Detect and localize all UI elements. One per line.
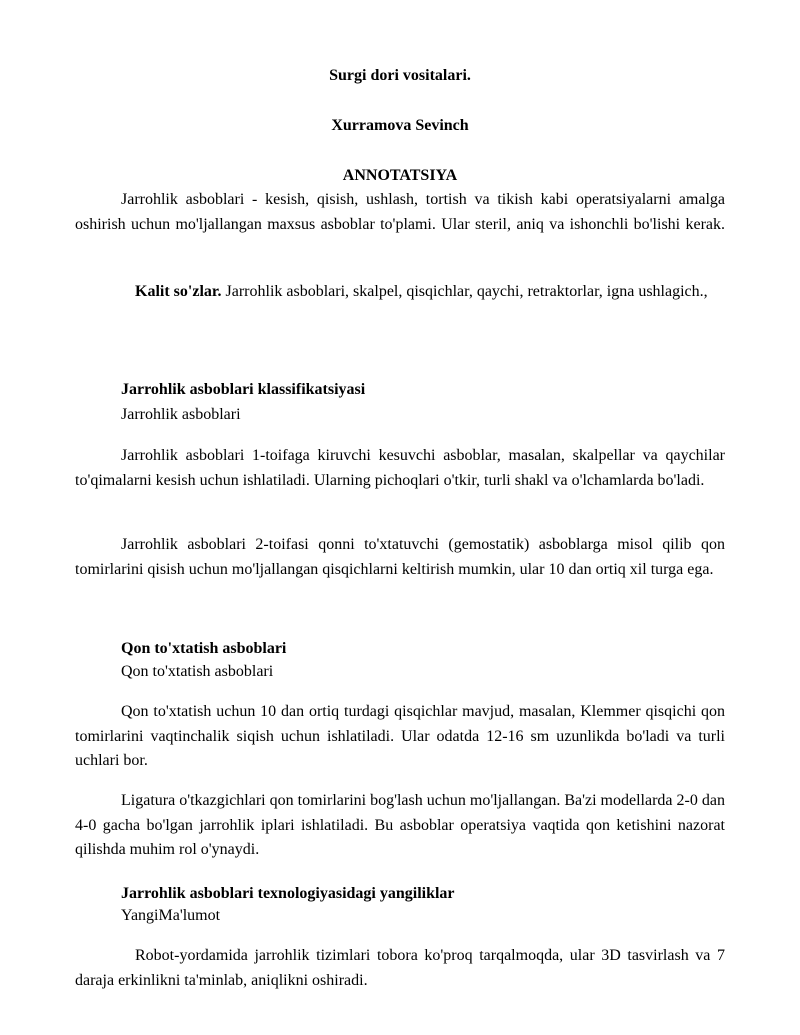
abstract-heading: ANNOTATSIYA	[342, 167, 458, 184]
section-subheading: YangiMa'lumot	[121, 907, 221, 924]
section-paragraph: Qon to'xtatish uchun 10 dan ortiq turdagi qisqichlar mavjud, masalan, Klemmer qisqichi qon tomirlarini vaqtinchalik siqish uchun ishlatiladi. Ular odatda 12-16 sm uzunlikda bo'ladi va turli uchlari bor.	[75, 703, 725, 769]
abstract-text: Jarrohlik asboblari - kesish, qisish, ushlash, tortish va tikish kabi operatsiyalarni amalga oshirish uchun mo'ljallangan maxsus asboblar to'plami. Ular steril, aniq va ishonchli bo'lishi kerak.	[75, 191, 725, 233]
section-subheading: Jarrohlik asboblari	[121, 406, 241, 423]
section-paragraph: Robot-yordamida jarrohlik tizimlari tobora ko'proq tarqalmoqda, ular 3D tasvirlash va 7 daraja erkinlikni ta'minlab, aniqlikni oshiradi.	[75, 947, 725, 989]
keywords-text: Jarrohlik asboblari, skalpel, qisqichlar, qaychi, retraktorlar, igna ushlagich.,	[221, 283, 708, 300]
section-heading: Qon to'xtatish asboblari	[121, 640, 287, 657]
section-paragraph: Ligatura o'tkazgichlari qon tomirlarini bog'lash uchun mo'ljallangan. Ba'zi modellarda 2-0 dan 4-0 gacha bo'lgan jarrohlik iplari ishlatiladi. Bu asboblar operatsiya vaqtida qon ketishini nazorat qilishda muhim rol o'ynaydi.	[75, 792, 725, 858]
section-heading: Jarrohlik asboblari texnologiyasidagi yangiliklar	[121, 885, 455, 902]
keywords-label: Kalit so'zlar.	[135, 283, 222, 300]
section-heading: Jarrohlik asboblari klassifikatsiyasi	[121, 381, 366, 398]
document-author: Xurramova Sevinch	[331, 117, 469, 134]
section-paragraph: Jarrohlik asboblari 2-toifasi qonni to'xtatuvchi (gemostatik) asboblarga misol qilib qon tomirlarini qisish uchun mo'ljallangan qisqichlarni keltirish mumkin, ular 10 dan ortiq xil turga ega.	[75, 536, 725, 578]
document-title: Surgi dori vositalari.	[329, 67, 471, 84]
section-subheading: Qon to'xtatish asboblari	[121, 663, 274, 680]
section-paragraph: Jarrohlik asboblari 1-toifaga kiruvchi kesuvchi asboblar, masalan, skalpellar va qaychilar to'qimalarni kesish uchun ishlatiladi. Ularning pichoqlari o'tkir, turli shakl va o'lchamlarda bo'ladi.	[75, 447, 725, 489]
keywords-paragraph	[75, 280, 725, 305]
